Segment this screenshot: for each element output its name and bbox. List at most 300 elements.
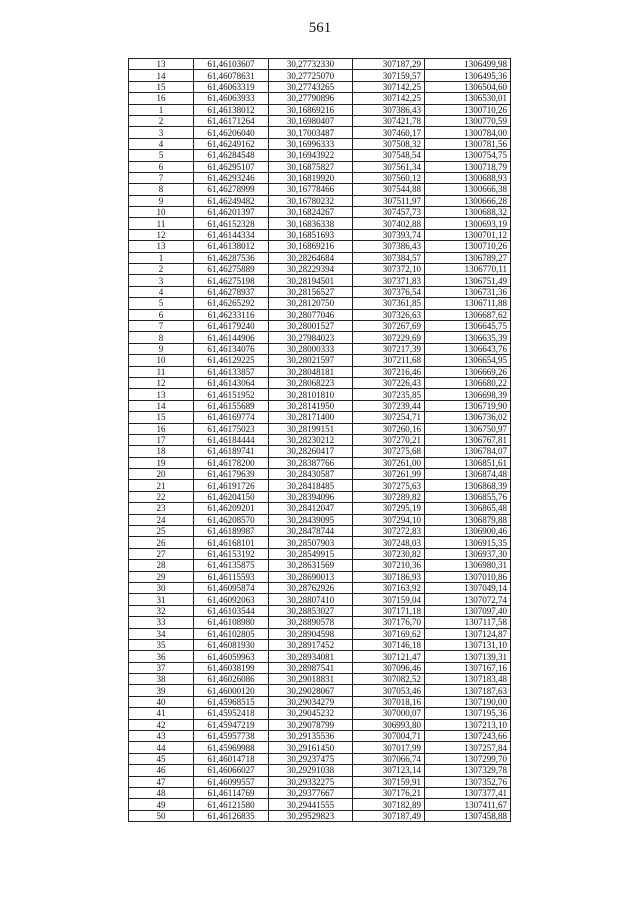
- longitude-cell: 30,28917452: [269, 639, 353, 650]
- latitude-cell: 61,46204150: [194, 491, 269, 502]
- latitude-cell: 61,46134076: [194, 343, 269, 354]
- x-coordinate-cell: 307460,17: [353, 127, 425, 138]
- point-number-cell: 11: [129, 366, 194, 377]
- latitude-cell: 61,46153192: [194, 548, 269, 559]
- latitude-cell: 61,46293246: [194, 172, 269, 183]
- point-number-cell: 43: [129, 731, 194, 742]
- page-number: 561: [308, 20, 332, 36]
- latitude-cell: 61,46184444: [194, 434, 269, 445]
- latitude-cell: 61,46171264: [194, 115, 269, 126]
- longitude-cell: 30,28478744: [269, 526, 353, 537]
- point-number-cell: 21: [129, 480, 194, 491]
- y-coordinate-cell: 1307329,78: [425, 765, 511, 776]
- y-coordinate-cell: 1306698,39: [425, 389, 511, 400]
- point-number-cell: 32: [129, 605, 194, 616]
- point-number-cell: 29: [129, 571, 194, 582]
- longitude-cell: 30,29045232: [269, 708, 353, 719]
- latitude-cell: 61,46179639: [194, 469, 269, 480]
- longitude-cell: 30,28412047: [269, 503, 353, 514]
- x-coordinate-cell: 307289,82: [353, 491, 425, 502]
- latitude-cell: 61,46059963: [194, 651, 269, 662]
- y-coordinate-cell: 1306504,60: [425, 81, 511, 92]
- longitude-cell: 30,28077046: [269, 309, 353, 320]
- longitude-cell: 30,29332275: [269, 776, 353, 787]
- point-number-cell: 7: [129, 172, 194, 183]
- table-row: [129, 332, 511, 343]
- longitude-cell: 30,29034279: [269, 696, 353, 707]
- latitude-cell: 61,46063319: [194, 81, 269, 92]
- longitude-cell: 30,16869216: [269, 104, 353, 115]
- latitude-cell: 61,45957738: [194, 731, 269, 742]
- table-row: [129, 104, 511, 115]
- point-number-cell: 10: [129, 355, 194, 366]
- longitude-cell: 30,16780232: [269, 195, 353, 206]
- x-coordinate-cell: 307230,82: [353, 548, 425, 559]
- table-row: [129, 343, 511, 354]
- longitude-cell: 30,28021597: [269, 355, 353, 366]
- y-coordinate-cell: 1307139,31: [425, 651, 511, 662]
- longitude-cell: 30,27790896: [269, 93, 353, 104]
- y-coordinate-cell: 1306495,36: [425, 70, 511, 81]
- latitude-cell: 61,46135875: [194, 560, 269, 571]
- point-number-cell: 31: [129, 594, 194, 605]
- y-coordinate-cell: 1300754,75: [425, 150, 511, 161]
- longitude-cell: 30,16943922: [269, 150, 353, 161]
- table-row: [129, 264, 511, 275]
- x-coordinate-cell: 307004,71: [353, 731, 425, 742]
- x-coordinate-cell: 307560,12: [353, 172, 425, 183]
- point-number-cell: 33: [129, 617, 194, 628]
- y-coordinate-cell: 1307097,40: [425, 605, 511, 616]
- y-coordinate-cell: 1306751,49: [425, 275, 511, 286]
- coordinates-table: [128, 58, 511, 822]
- longitude-cell: 30,29237475: [269, 753, 353, 764]
- latitude-cell: 61,46249162: [194, 138, 269, 149]
- x-coordinate-cell: 307217,39: [353, 343, 425, 354]
- table-row: [129, 400, 511, 411]
- latitude-cell: 61,46152328: [194, 218, 269, 229]
- latitude-cell: 61,46155689: [194, 400, 269, 411]
- x-coordinate-cell: 307393,74: [353, 229, 425, 240]
- latitude-cell: 61,46287536: [194, 252, 269, 263]
- y-coordinate-cell: 1300688,32: [425, 207, 511, 218]
- x-coordinate-cell: 307295,19: [353, 503, 425, 514]
- latitude-cell: 61,46103544: [194, 605, 269, 616]
- latitude-cell: 61,46144906: [194, 332, 269, 343]
- table-row: [129, 662, 511, 673]
- y-coordinate-cell: 1300701,12: [425, 229, 511, 240]
- x-coordinate-cell: 307457,73: [353, 207, 425, 218]
- table-row: [129, 503, 511, 514]
- x-coordinate-cell: 307169,62: [353, 628, 425, 639]
- latitude-cell: 61,46168101: [194, 537, 269, 548]
- x-coordinate-cell: 307267,69: [353, 320, 425, 331]
- table-row: [129, 93, 511, 104]
- point-number-cell: 12: [129, 229, 194, 240]
- latitude-cell: 61,46092063: [194, 594, 269, 605]
- table-row: [129, 434, 511, 445]
- x-coordinate-cell: 307000,07: [353, 708, 425, 719]
- latitude-cell: 61,46191726: [194, 480, 269, 491]
- latitude-cell: 61,46129225: [194, 355, 269, 366]
- y-coordinate-cell: 1306915,35: [425, 537, 511, 548]
- point-number-cell: 14: [129, 400, 194, 411]
- y-coordinate-cell: 1300781,56: [425, 138, 511, 149]
- longitude-cell: 30,28171400: [269, 412, 353, 423]
- longitude-cell: 30,28387766: [269, 457, 353, 468]
- y-coordinate-cell: 1307411,67: [425, 799, 511, 810]
- latitude-cell: 61,45969988: [194, 742, 269, 753]
- table-row: [129, 172, 511, 183]
- x-coordinate-cell: 307372,10: [353, 264, 425, 275]
- longitude-cell: 30,28418485: [269, 480, 353, 491]
- point-number-cell: 13: [129, 389, 194, 400]
- latitude-cell: 61,45952418: [194, 708, 269, 719]
- y-coordinate-cell: 1306654,95: [425, 355, 511, 366]
- y-coordinate-cell: 1300666,38: [425, 184, 511, 195]
- latitude-cell: 61,46143064: [194, 377, 269, 388]
- coordinates-table-body: [129, 59, 511, 822]
- longitude-cell: 30,16819920: [269, 172, 353, 183]
- longitude-cell: 30,16778466: [269, 184, 353, 195]
- longitude-cell: 30,28260417: [269, 446, 353, 457]
- y-coordinate-cell: 1306719,90: [425, 400, 511, 411]
- point-number-cell: 8: [129, 184, 194, 195]
- x-coordinate-cell: 307371,83: [353, 275, 425, 286]
- longitude-cell: 30,28264684: [269, 252, 353, 263]
- latitude-cell: 61,46179240: [194, 320, 269, 331]
- point-number-cell: 28: [129, 560, 194, 571]
- latitude-cell: 61,46201397: [194, 207, 269, 218]
- x-coordinate-cell: 307548,54: [353, 150, 425, 161]
- point-number-cell: 5: [129, 150, 194, 161]
- table-row: [129, 560, 511, 571]
- x-coordinate-cell: 307561,34: [353, 161, 425, 172]
- table-row: [129, 799, 511, 810]
- longitude-cell: 30,28631569: [269, 560, 353, 571]
- x-coordinate-cell: 307384,57: [353, 252, 425, 263]
- x-coordinate-cell: 307376,54: [353, 286, 425, 297]
- y-coordinate-cell: 1306874,48: [425, 469, 511, 480]
- longitude-cell: 30,29377667: [269, 788, 353, 799]
- table-row: [129, 446, 511, 457]
- point-number-cell: 2: [129, 115, 194, 126]
- longitude-cell: 30,29161450: [269, 742, 353, 753]
- point-number-cell: 48: [129, 788, 194, 799]
- table-row: [129, 491, 511, 502]
- x-coordinate-cell: 307163,92: [353, 582, 425, 593]
- table-row: [129, 138, 511, 149]
- latitude-cell: 61,46178200: [194, 457, 269, 468]
- table-row: [129, 526, 511, 537]
- y-coordinate-cell: 1307072,74: [425, 594, 511, 605]
- x-coordinate-cell: 307544,88: [353, 184, 425, 195]
- y-coordinate-cell: 1307187,63: [425, 685, 511, 696]
- table-row: [129, 651, 511, 662]
- y-coordinate-cell: 1307458,88: [425, 810, 511, 821]
- table-row: [129, 218, 511, 229]
- longitude-cell: 30,28000333: [269, 343, 353, 354]
- y-coordinate-cell: 1300710,26: [425, 241, 511, 252]
- longitude-cell: 30,28807410: [269, 594, 353, 605]
- table-row: [129, 150, 511, 161]
- latitude-cell: 61,46078631: [194, 70, 269, 81]
- coordinates-table-wrap: [128, 58, 511, 822]
- table-row: [129, 742, 511, 753]
- x-coordinate-cell: 307176,21: [353, 788, 425, 799]
- point-number-cell: 38: [129, 674, 194, 685]
- latitude-cell: 61,46103607: [194, 59, 269, 70]
- x-coordinate-cell: 307187,29: [353, 59, 425, 70]
- longitude-cell: 30,16869216: [269, 241, 353, 252]
- longitude-cell: 30,28199151: [269, 423, 353, 434]
- latitude-cell: 61,46295107: [194, 161, 269, 172]
- x-coordinate-cell: 306993,80: [353, 719, 425, 730]
- y-coordinate-cell: 1306868,39: [425, 480, 511, 491]
- table-row: [129, 275, 511, 286]
- latitude-cell: 61,46126835: [194, 810, 269, 821]
- longitude-cell: 30,27732330: [269, 59, 353, 70]
- table-row: [129, 70, 511, 81]
- table-row: [129, 788, 511, 799]
- latitude-cell: 61,45947219: [194, 719, 269, 730]
- point-number-cell: 4: [129, 286, 194, 297]
- y-coordinate-cell: 1300710,26: [425, 104, 511, 115]
- x-coordinate-cell: 307018,16: [353, 696, 425, 707]
- table-row: [129, 605, 511, 616]
- table-row: [129, 469, 511, 480]
- point-number-cell: 8: [129, 332, 194, 343]
- table-row: [129, 628, 511, 639]
- table-row: [129, 195, 511, 206]
- latitude-cell: 61,46284548: [194, 150, 269, 161]
- y-coordinate-cell: 1306937,30: [425, 548, 511, 559]
- table-row: [129, 696, 511, 707]
- longitude-cell: 30,28230212: [269, 434, 353, 445]
- x-coordinate-cell: 307511,97: [353, 195, 425, 206]
- table-row: [129, 685, 511, 696]
- latitude-cell: 61,46108980: [194, 617, 269, 628]
- y-coordinate-cell: 1306645,75: [425, 320, 511, 331]
- point-number-cell: 27: [129, 548, 194, 559]
- latitude-cell: 61,46066027: [194, 765, 269, 776]
- longitude-cell: 30,17003487: [269, 127, 353, 138]
- point-number-cell: 3: [129, 127, 194, 138]
- longitude-cell: 30,27984023: [269, 332, 353, 343]
- longitude-cell: 30,28229394: [269, 264, 353, 275]
- point-number-cell: 5: [129, 298, 194, 309]
- point-number-cell: 12: [129, 377, 194, 388]
- latitude-cell: 61,46265292: [194, 298, 269, 309]
- y-coordinate-cell: 1306499,98: [425, 59, 511, 70]
- y-coordinate-cell: 1307183,48: [425, 674, 511, 685]
- x-coordinate-cell: 307066,74: [353, 753, 425, 764]
- longitude-cell: 30,28853027: [269, 605, 353, 616]
- table-row: [129, 457, 511, 468]
- x-coordinate-cell: 307171,18: [353, 605, 425, 616]
- point-number-cell: 25: [129, 526, 194, 537]
- latitude-cell: 61,46209201: [194, 503, 269, 514]
- x-coordinate-cell: 307270,21: [353, 434, 425, 445]
- longitude-cell: 30,28394096: [269, 491, 353, 502]
- longitude-cell: 30,28141950: [269, 400, 353, 411]
- y-coordinate-cell: 1306687,62: [425, 309, 511, 320]
- latitude-cell: 61,46144334: [194, 229, 269, 240]
- x-coordinate-cell: 307210,36: [353, 560, 425, 571]
- table-row: [129, 765, 511, 776]
- longitude-cell: 30,28987541: [269, 662, 353, 673]
- longitude-cell: 30,28904598: [269, 628, 353, 639]
- latitude-cell: 61,46151952: [194, 389, 269, 400]
- longitude-cell: 30,16824267: [269, 207, 353, 218]
- x-coordinate-cell: 307235,85: [353, 389, 425, 400]
- table-row: [129, 81, 511, 92]
- longitude-cell: 30,29028067: [269, 685, 353, 696]
- table-row: [129, 161, 511, 172]
- longitude-cell: 30,29018831: [269, 674, 353, 685]
- latitude-cell: 61,46189987: [194, 526, 269, 537]
- point-number-cell: 50: [129, 810, 194, 821]
- y-coordinate-cell: 1306731,36: [425, 286, 511, 297]
- point-number-cell: 37: [129, 662, 194, 673]
- longitude-cell: 30,28120750: [269, 298, 353, 309]
- table-row: [129, 184, 511, 195]
- point-number-cell: 13: [129, 59, 194, 70]
- table-row: [129, 309, 511, 320]
- longitude-cell: 30,28068223: [269, 377, 353, 388]
- longitude-cell: 30,28001527: [269, 320, 353, 331]
- latitude-cell: 61,46081930: [194, 639, 269, 650]
- latitude-cell: 61,46208570: [194, 514, 269, 525]
- point-number-cell: 4: [129, 138, 194, 149]
- latitude-cell: 61,45968515: [194, 696, 269, 707]
- x-coordinate-cell: 307254,71: [353, 412, 425, 423]
- latitude-cell: 61,46121580: [194, 799, 269, 810]
- point-number-cell: 40: [129, 696, 194, 707]
- x-coordinate-cell: 307142,25: [353, 93, 425, 104]
- point-number-cell: 20: [129, 469, 194, 480]
- longitude-cell: 30,29529823: [269, 810, 353, 821]
- point-number-cell: 26: [129, 537, 194, 548]
- longitude-cell: 30,29135536: [269, 731, 353, 742]
- x-coordinate-cell: 307216,46: [353, 366, 425, 377]
- x-coordinate-cell: 307275,68: [353, 446, 425, 457]
- x-coordinate-cell: 307159,04: [353, 594, 425, 605]
- table-row: [129, 229, 511, 240]
- x-coordinate-cell: 307096,46: [353, 662, 425, 673]
- y-coordinate-cell: 1306789,27: [425, 252, 511, 263]
- table-row: [129, 115, 511, 126]
- x-coordinate-cell: 307386,43: [353, 104, 425, 115]
- y-coordinate-cell: 1307299,70: [425, 753, 511, 764]
- point-number-cell: 9: [129, 195, 194, 206]
- point-number-cell: 10: [129, 207, 194, 218]
- point-number-cell: 45: [129, 753, 194, 764]
- x-coordinate-cell: 307508,32: [353, 138, 425, 149]
- table-row: [129, 514, 511, 525]
- longitude-cell: 30,16996333: [269, 138, 353, 149]
- x-coordinate-cell: 307176,70: [353, 617, 425, 628]
- y-coordinate-cell: 1307049,14: [425, 582, 511, 593]
- table-row: [129, 674, 511, 685]
- y-coordinate-cell: 1306736,02: [425, 412, 511, 423]
- y-coordinate-cell: 1300770,59: [425, 115, 511, 126]
- x-coordinate-cell: 307229,69: [353, 332, 425, 343]
- point-number-cell: 24: [129, 514, 194, 525]
- latitude-cell: 61,46275889: [194, 264, 269, 275]
- table-row: [129, 537, 511, 548]
- y-coordinate-cell: 1307243,66: [425, 731, 511, 742]
- longitude-cell: 30,28762926: [269, 582, 353, 593]
- point-number-cell: 22: [129, 491, 194, 502]
- longitude-cell: 30,28048181: [269, 366, 353, 377]
- point-number-cell: 46: [129, 765, 194, 776]
- y-coordinate-cell: 1306855,76: [425, 491, 511, 502]
- y-coordinate-cell: 1307190,00: [425, 696, 511, 707]
- longitude-cell: 30,28890578: [269, 617, 353, 628]
- longitude-cell: 30,28690013: [269, 571, 353, 582]
- latitude-cell: 61,46189741: [194, 446, 269, 457]
- y-coordinate-cell: 1306851,61: [425, 457, 511, 468]
- point-number-cell: 3: [129, 275, 194, 286]
- y-coordinate-cell: 1300666,28: [425, 195, 511, 206]
- longitude-cell: 30,16836338: [269, 218, 353, 229]
- table-row: [129, 731, 511, 742]
- longitude-cell: 30,16875827: [269, 161, 353, 172]
- latitude-cell: 61,46249482: [194, 195, 269, 206]
- point-number-cell: 35: [129, 639, 194, 650]
- latitude-cell: 61,46278937: [194, 286, 269, 297]
- table-row: [129, 286, 511, 297]
- point-number-cell: 41: [129, 708, 194, 719]
- table-row: [129, 571, 511, 582]
- latitude-cell: 61,46095874: [194, 582, 269, 593]
- point-number-cell: 15: [129, 81, 194, 92]
- table-row: [129, 252, 511, 263]
- x-coordinate-cell: 307211,68: [353, 355, 425, 366]
- point-number-cell: 34: [129, 628, 194, 639]
- x-coordinate-cell: 307123,14: [353, 765, 425, 776]
- latitude-cell: 61,46233116: [194, 309, 269, 320]
- longitude-cell: 30,16980407: [269, 115, 353, 126]
- point-number-cell: 2: [129, 264, 194, 275]
- y-coordinate-cell: 1307117,58: [425, 617, 511, 628]
- x-coordinate-cell: 307121,47: [353, 651, 425, 662]
- x-coordinate-cell: 307275,63: [353, 480, 425, 491]
- point-number-cell: 16: [129, 423, 194, 434]
- y-coordinate-cell: 1306865,48: [425, 503, 511, 514]
- table-row: [129, 480, 511, 491]
- point-number-cell: 44: [129, 742, 194, 753]
- y-coordinate-cell: 1307195,36: [425, 708, 511, 719]
- y-coordinate-cell: 1300693,19: [425, 218, 511, 229]
- y-coordinate-cell: 1306750,97: [425, 423, 511, 434]
- longitude-cell: 30,27743265: [269, 81, 353, 92]
- y-coordinate-cell: 1307213,10: [425, 719, 511, 730]
- table-row: [129, 241, 511, 252]
- x-coordinate-cell: 307260,16: [353, 423, 425, 434]
- longitude-cell: 30,28156527: [269, 286, 353, 297]
- longitude-cell: 30,28934081: [269, 651, 353, 662]
- table-row: [129, 548, 511, 559]
- y-coordinate-cell: 1306669,26: [425, 366, 511, 377]
- x-coordinate-cell: 307294,10: [353, 514, 425, 525]
- table-row: [129, 594, 511, 605]
- latitude-cell: 61,46206040: [194, 127, 269, 138]
- y-coordinate-cell: 1306680,22: [425, 377, 511, 388]
- x-coordinate-cell: 307159,91: [353, 776, 425, 787]
- table-row: [129, 377, 511, 388]
